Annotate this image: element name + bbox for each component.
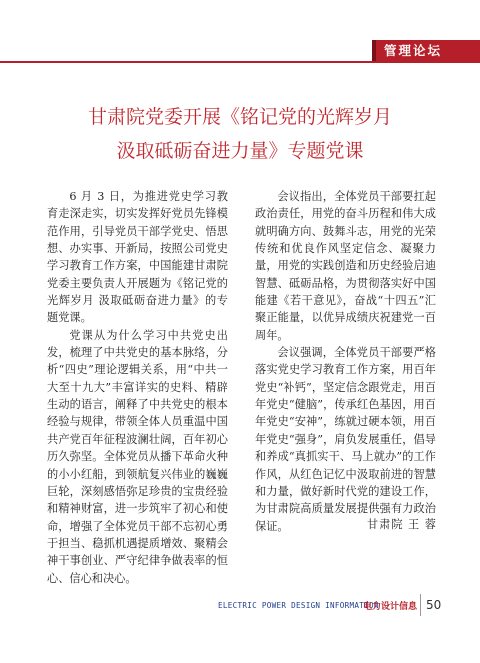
author-byline: 甘肃院 王 蓉 [366,518,437,531]
paragraph: 6 月 3 日，为推进党史学习教育走深走实，切实发挥好党员先锋模范作用，引导党员干部学党史、悟思想、办实事、开新局，按照公司党史学习教育工作方案，中国能建甘肃院党委主要负责人开展题为《铭记党的光辉岁月 汲取砥砺奋进力量》的专题党课。 [47,190,228,325]
page-number: 50 [426,598,442,612]
section-tag: 管理论坛 [372,40,480,61]
footer-journal-name: ELECTRIC POWER DESIGN INFORMATION [218,601,379,610]
title-line-1: 甘肃院党委开展《铭记党的光辉岁月 [87,106,392,128]
header-rule [0,61,480,63]
footer-divider [420,594,421,616]
paragraph: 会议指出，全体党员干部要扛起政治责任，用党的奋斗历程和伟大成就明确方向、鼓舞斗志，用党的光荣传统和优良作风坚定信念、凝聚力量，用党的实践创造和历史经验启迪智慧、砥砺品格，为贯彻落实好中国能建《若干意见》，奋战“十四五”汇聚正能量，以优异成绩庆祝建党一百周年。 [255,190,436,342]
left-column [47,188,228,587]
title-line-2: 汲取砥砺奋进力量》专题党课 [116,140,364,162]
paragraph: 党课从为什么学习中共党史出发，梳理了中共党史的基本脉络，分析“四史”理论逻辑关系，用“中共一大至十九大”丰富详实的史料、精辟生动的语言，阐释了中共党史的根本经验与规律，带领全体人员重温中国共产党百年征程波澜壮阔，百年初心历久弥坚。全体党员从播下革命火种的小小红船，到领航复兴伟业的巍巍巨轮，深刻感悟弥足珍贵的宝贵经验和精神财富，进一步筑牢了初心和使命，增强了全体党员干部不忘初心勇于担当、稳抓机遇提质增效、聚精会神干事创业、严守纪律争做表率的恒心、信心和决心。 [47,328,228,585]
right-column [255,188,436,535]
paragraph: 会议强调，全体党员干部要严格落实党史学习教育工作方案，用百年党史“补钙”，坚定信念跟党走，用百年党史“健脑”，传承红色基因，用百年党史“安神”，练就过硬本领，用百年党史“强身”，肩负发展重任，倡导和养成“真抓实干、马上就办”的工作作风，从红色记忆中汲取前进的智慧和力量，做好新时代党的建设工作，为甘肃院高质量发展提供强有力政治保证。 [255,346,436,533]
article-title [40,100,440,168]
footer-brand: 电力设计信息 [363,602,418,612]
